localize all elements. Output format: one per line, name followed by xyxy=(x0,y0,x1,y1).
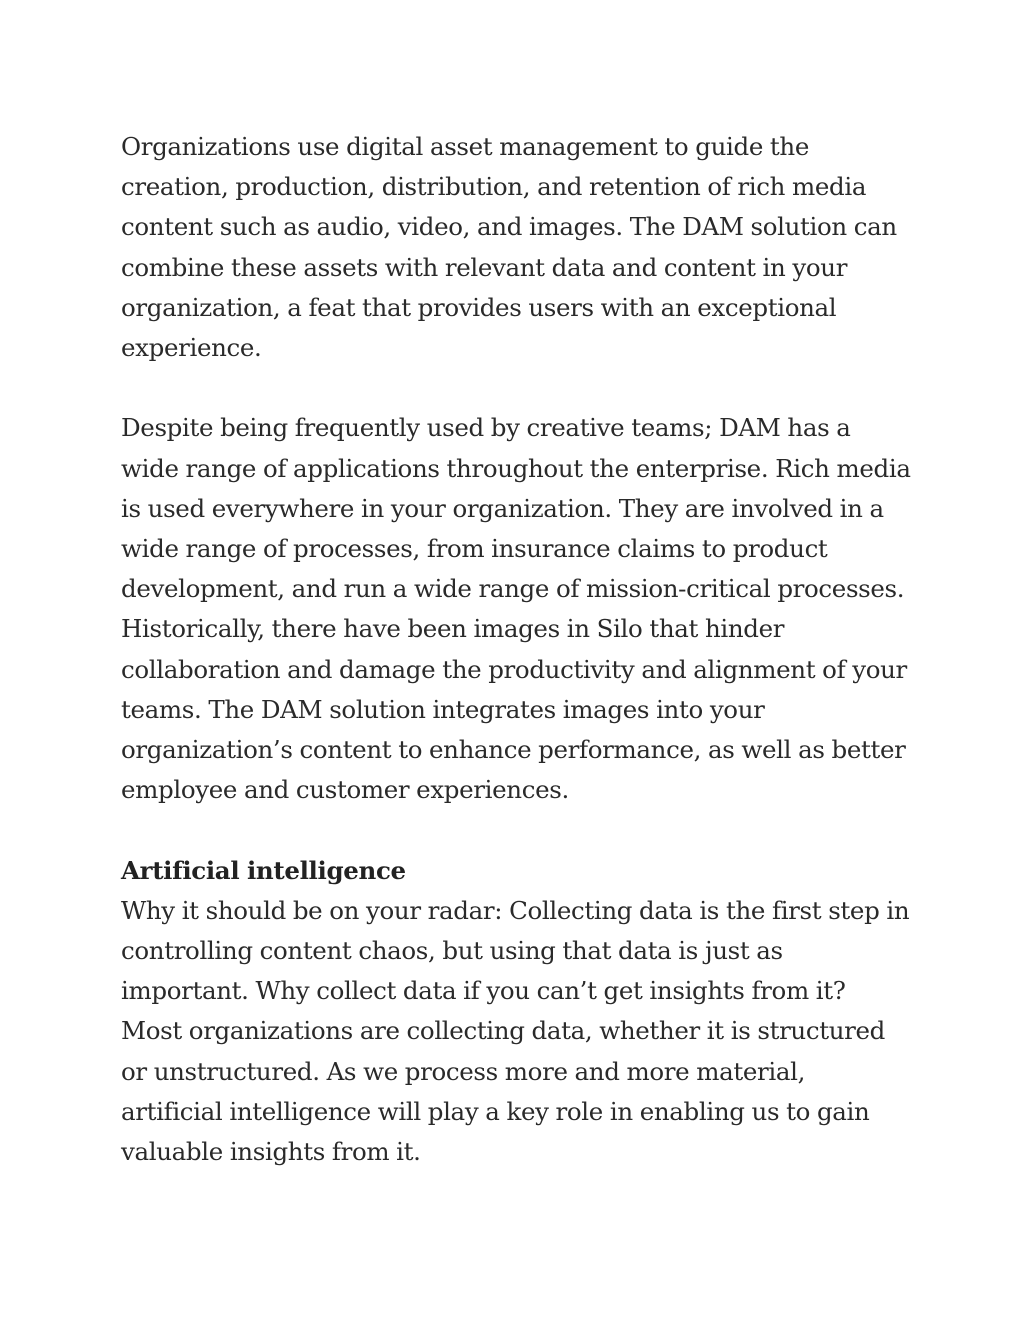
paragraph-spacer xyxy=(121,368,911,408)
paragraph-ai-insights: Most organizations are collecting data, whether it is structured or unstructured. As we process more and more material, artificial intelligence will play a key role in enabling us to gain valuable insights from it. xyxy=(121,1016,886,1167)
paragraph-dam-enterprise: Despite being frequently used by creative teams; DAM has a wide range of applications throughout the enterprise. Rich media is used everywhere in your organization. They are involved in a wide range of processes, from insurance claims to product development, and run a wide range of mission-critical processes. Historically, there have been images in Silo that hinder collaboration and damage the productivity and alignment of your teams. The DAM solution integrates images into your organization’s content to enhance performance, as well as better employee and customer experiences. xyxy=(121,413,911,805)
section-heading: Artificial intelligence xyxy=(121,855,406,885)
paragraph-ai-radar: Why it should be on your radar: Collecting data is the first step in controlling content chaos, but using that data is just as important. Why collect data if you can’t get insights from it? xyxy=(121,895,910,1006)
paragraph-spacer xyxy=(121,810,911,850)
document-body xyxy=(121,127,911,1172)
paragraph-dam-overview: Organizations use digital asset management to guide the creation, production, distribution, and retention of rich media content such as audio, video, and images. The DAM solution can combine these assets with relevant data and content in your organization, a feat that provides users with an exceptional experience. xyxy=(121,132,897,363)
